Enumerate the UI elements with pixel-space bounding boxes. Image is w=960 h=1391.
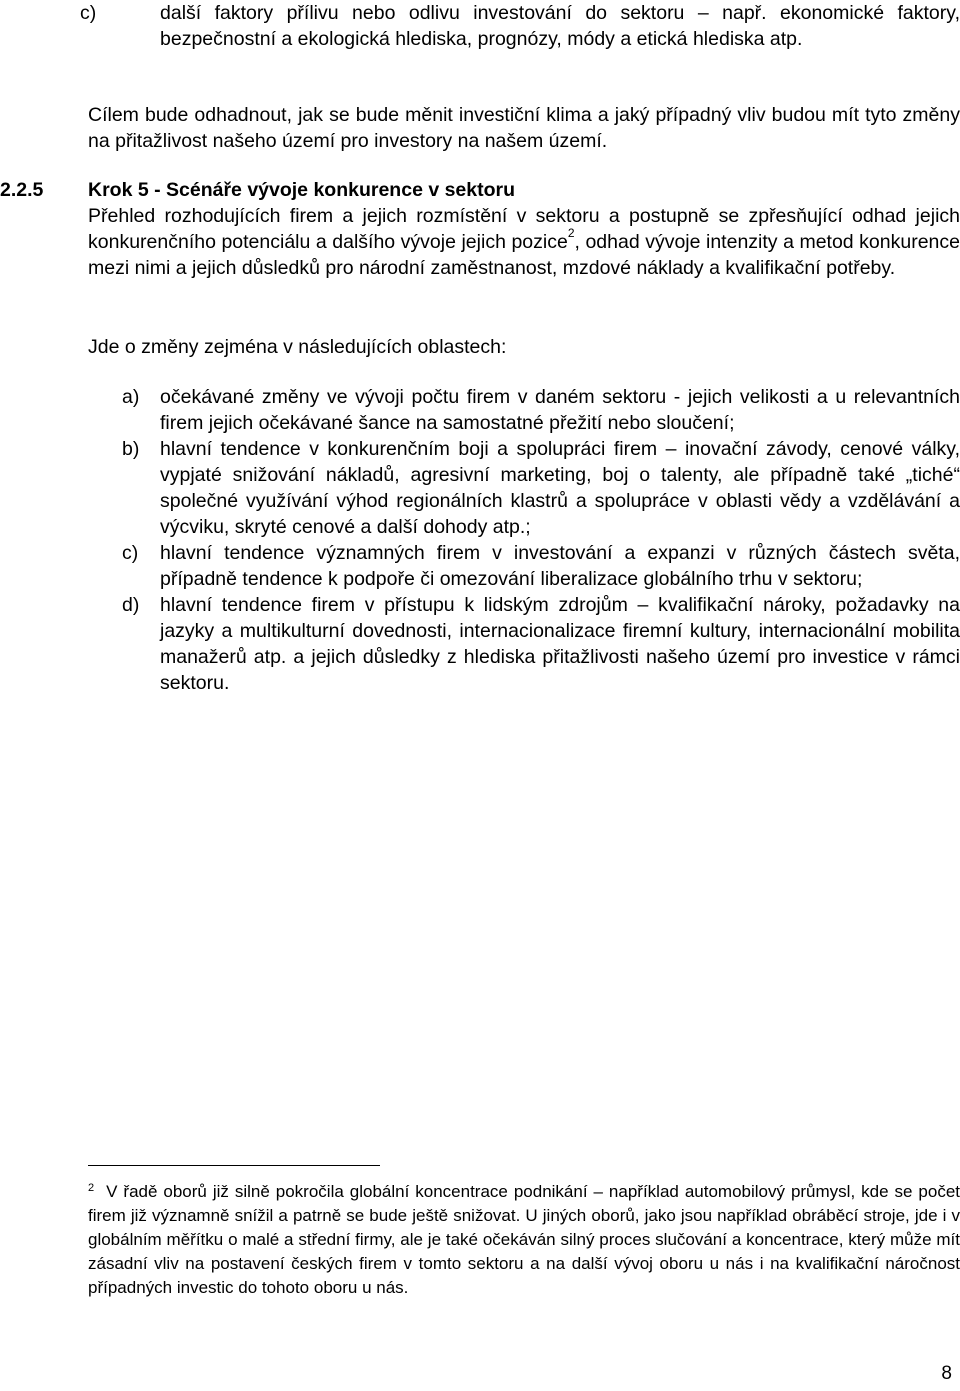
paragraph: Cílem bude odhadnout, jak se bude měnit investiční klima a jaký případný vliv budou mít tyto změny na přitažlivost našeho území pro investory na našem území. bbox=[88, 104, 960, 152]
section-number: 2.2.5 bbox=[0, 179, 44, 201]
list-item bbox=[88, 384, 960, 436]
footnote-text: V řadě oborů již silně pokročila globální koncentrace podnikání – například automobilový průmysl, kde se počet firem již významně snížil a patrně se bude ještě snižovat. U jiných oborů, jako jsou například obráběcí stroje, jde i v globálním měřítku o malé a střední firmy, ale je také očekáván silný proces slučování a koncentrace, který může mít zásadní vliv na postavení českých firem v tomto sektoru a na další vývoj oboru u nás i na kvalifikační náročnost případných investic do tohoto oboru u nás. bbox=[88, 1182, 960, 1297]
change-areas-list bbox=[88, 384, 960, 696]
list-item-text: další faktory přílivu nebo odlivu investování do sektoru – např. ekonomické faktory, bezpečnostní a ekologická hlediska, prognózy, módy a etická hlediska atp. bbox=[160, 2, 960, 50]
list-item-text: očekávané změny ve vývoji počtu firem v daném sektoru - jejich velikosti a u relevantních firem jejich očekávané šance na samostatné přežití nebo sloučení; bbox=[160, 386, 960, 434]
footnote-reference[interactable]: 2 bbox=[567, 226, 575, 240]
list-item bbox=[88, 436, 960, 540]
list-item-text: hlavní tendence v konkurenčním boji a spolupráci firem – inovační závody, cenové války, vypjaté snižování nákladů, agresivní marketing, boj o talenty, ale případně také „tiché“ společné využívání výhod regionálních klastrů a spolupráce v oblasti vědy a vzdělávání a výcviku, skryté cenové a další dohody atp.; bbox=[160, 438, 960, 538]
section-heading: Krok 5 - Scénáře vývoje konkurence v sektoru bbox=[88, 179, 516, 201]
list-marker: c) bbox=[122, 542, 139, 564]
section-body-text-cont: , odhad vývoje intenzity a metod konkurence mezi nimi a jejich důsledků pro národní zaměstnanost, mzdové náklady a kvalifikační potřeby. bbox=[88, 231, 960, 279]
list-marker: c) bbox=[80, 2, 97, 24]
list-item-text: hlavní tendence firem v přístupu k lidským zdrojům – kvalifikační nároky, požadavky na jazyky a multikulturní dovednosti, internacionalizace firemní kultury, internacionální mobilita manažerů atp. a jejich důsledky z hlediska přitažlivosti našeho území pro investice v rámci sektoru. bbox=[160, 594, 960, 694]
section-body bbox=[88, 203, 960, 281]
footnote-separator bbox=[88, 1165, 380, 1166]
footnote bbox=[88, 1180, 960, 1300]
section-body-text: Přehled rozhodujících firem a jejich rozmístění v sektoru a postupně se zpřesňující odhad jejich konkurenčního potenciálu a dalšího vývoje jejich pozice bbox=[88, 205, 960, 253]
list-intro: Jde o změny zejména v následujících oblastech: bbox=[88, 336, 507, 358]
list-item-c-continued bbox=[80, 0, 960, 52]
list-item bbox=[88, 540, 960, 592]
list-marker: d) bbox=[122, 594, 140, 616]
list-marker: a) bbox=[122, 386, 140, 408]
list-item-text: hlavní tendence významných firem v investování a expanzi v různých částech světa, případně tendence k podpoře či omezování liberalizace globálního trhu v sektoru; bbox=[160, 542, 960, 590]
list-marker: b) bbox=[122, 438, 140, 460]
footnote-body bbox=[88, 1180, 960, 1300]
list-item bbox=[88, 592, 960, 696]
footnote-marker: 2 bbox=[88, 1182, 95, 1194]
page-number: 8 bbox=[941, 1363, 952, 1384]
